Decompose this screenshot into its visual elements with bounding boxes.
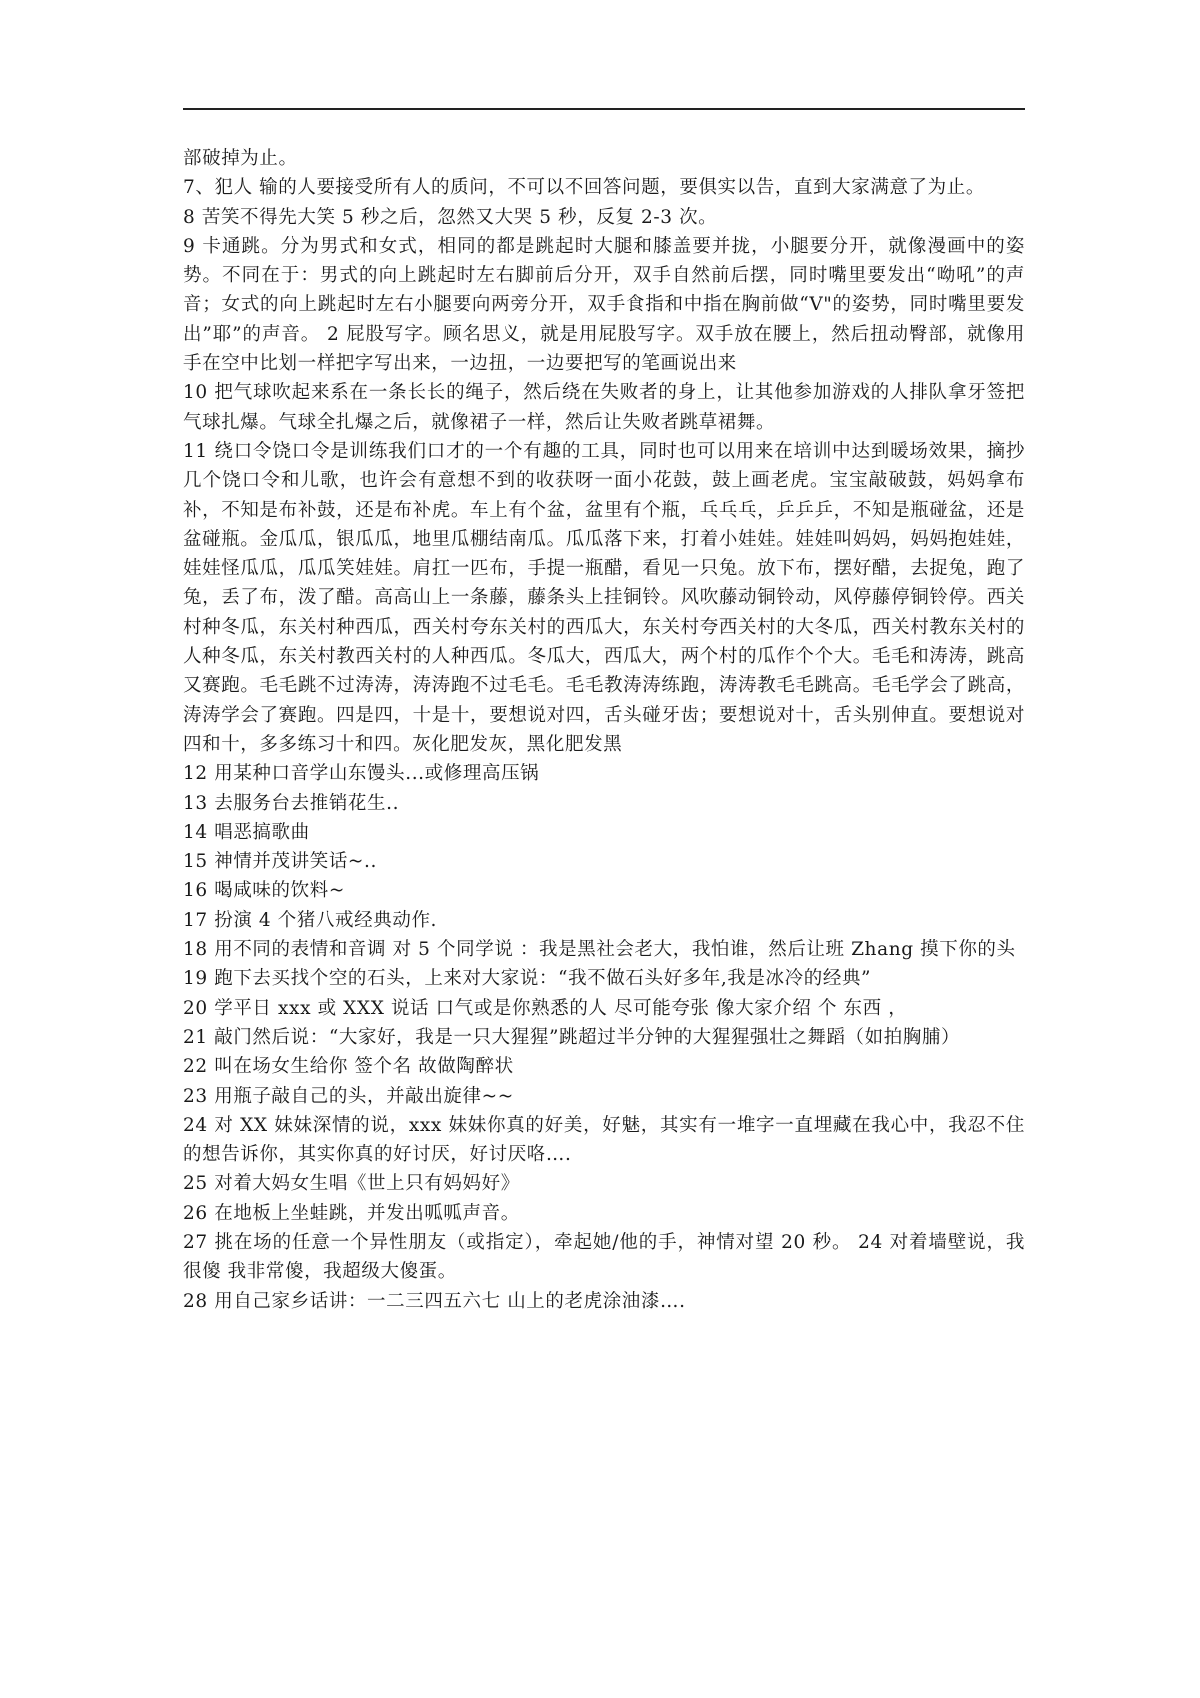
paragraph: 21 敲门然后说：“大家好，我是一只大猩猩”跳超过半分钟的大猩猩强壮之舞蹈（如拍胸脯） <box>183 1026 961 1048</box>
paragraph: 16 喝咸味的饮料~ <box>183 880 345 902</box>
paragraph: 13 去服务台去推销花生.. <box>183 792 400 814</box>
document-body <box>183 144 1025 1316</box>
paragraph: 19 跑下去买找个空的石头，上来对大家说：“我不做石头好多年,我是冰冷的经典” <box>183 968 872 990</box>
paragraph: 22 叫在场女生给你 签个名 故做陶醉状 <box>183 1056 514 1078</box>
paragraph: 28 用自己家乡话讲：一二三四五六七 山上的老虎涂油漆…. <box>183 1290 686 1312</box>
paragraph: 部破掉为止。 <box>183 148 298 169</box>
paragraph: 10 把气球吹起来系在一条长长的绳子，然后绕在失败者的身上，让其他参加游戏的人排队拿牙签把气球扎爆。气球全扎爆之后，就像裙子一样，然后让失败者跳草裙舞。 <box>183 382 1025 433</box>
paragraph: 12 用某种口音学山东馒头...或修理高压锅 <box>183 763 540 785</box>
paragraph: 8 苦笑不得先大笑 5 秒之后，忽然又大哭 5 秒，反复 2-3 次。 <box>183 206 718 228</box>
paragraph: 26 在地板上坐蛙跳，并发出呱呱声音。 <box>183 1202 520 1224</box>
paragraph: 17 扮演 4 个猪八戒经典动作. <box>183 909 438 931</box>
paragraph: 18 用不同的表情和音调 对 5 个同学说 ：我是黑社会老大，我怕谁，然后让班 Zhang 摸下你的头 <box>183 939 1016 961</box>
paragraph: 23 用瓶子敲自己的头，并敲出旋律~~ <box>183 1085 514 1107</box>
paragraph: 24 对 XX 妹妹深情的说，xxx 妹妹你真的好美，好魅，其实有一堆字一直埋藏在我心中，我忍不住的想告诉你，其实你真的好讨厌，好讨厌咯…. <box>183 1114 1025 1166</box>
header-rule <box>183 108 1025 110</box>
paragraph: 14 唱恶搞歌曲 <box>183 821 310 843</box>
paragraph: 11 绕口令饶口令是训练我们口才的一个有趣的工具，同时也可以用来在培训中达到暖场效果，摘抄几个饶口令和儿歌，也许会有意想不到的收获呀一面小花鼓，鼓上画老虎。宝宝敲破鼓，妈妈拿布补，不知是布补鼓，还是布补虎。车上有个盆，盆里有个瓶，乓乓乓，乒乒乒，不知是瓶碰盆，还是盆碰瓶。金瓜瓜，银瓜瓜，地里瓜棚结南瓜。瓜瓜落下来，打着小娃娃。娃娃叫妈妈，妈妈抱娃娃，娃娃怪瓜瓜，瓜瓜笑娃娃。肩扛一匹布，手提一瓶醋，看见一只兔。放下布，摆好醋，去捉兔，跑了兔，丢了布，泼了醋。高高山上一条藤，藤条头上挂铜铃。风吹藤动铜铃动，风停藤停铜铃停。西关村种冬瓜，东关村种西瓜，西关村夸东关村的西瓜大，东关村夸西关村的大冬瓜，西关村教东关村的人种冬瓜，东关村教西关村的人种西瓜。冬瓜大，西瓜大，两个村的瓜作个个大。毛毛和涛涛，跳高又赛跑。毛毛跳不过涛涛，涛涛跑不过毛毛。毛毛教涛涛练跑，涛涛教毛毛跳高。毛毛学会了跳高，涛涛学会了赛跑。四是四，十是十，要想说对四，舌头碰牙齿；要想说对十，舌头别伸直。要想说对四和十，多多练习十和四。灰化肥发灰，黑化肥发黑 <box>183 440 1025 755</box>
paragraph: 9 卡通跳。分为男式和女式，相同的都是跳起时大腿和膝盖要并拢，小腿要分开，就像漫画中的姿势。不同在于：男式的向上跳起时左右脚前后分开，双手自然前后摆，同时嘴里要发出“呦吼”的声音；女式的向上跳起时左右小腿要向两旁分开，双手食指和中指在胸前做“V"的姿势，同时嘴里要发出”耶”的声音。 2 屁股写字。顾名思义，就是用屁股写字。双手放在腰上，然后扭动臀部，就像用手在空中比划一样把字写出来，一边扭，一边要把写的笔画说出来 <box>183 235 1025 375</box>
paragraph: 20 学平日 xxx 或 XXX 说话 口气或是你熟悉的人 尽可能夸张 像大家介绍 个 东西 ， <box>183 997 908 1019</box>
paragraph: 27 挑在场的任意一个异性朋友（或指定），牵起她/他的手，神情对望 20 秒。 24 对着墙壁说，我很傻 我非常傻，我超级大傻蛋。 <box>183 1231 1025 1283</box>
paragraph: 15 神情并茂讲笑话~.. <box>183 851 377 873</box>
paragraph: 25 对着大妈女生唱《世上只有妈妈好》 <box>183 1173 520 1195</box>
paragraph: 7、犯人 输的人要接受所有人的质问，不可以不回答问题，要俱实以告，直到大家满意了为止。 <box>183 177 985 199</box>
